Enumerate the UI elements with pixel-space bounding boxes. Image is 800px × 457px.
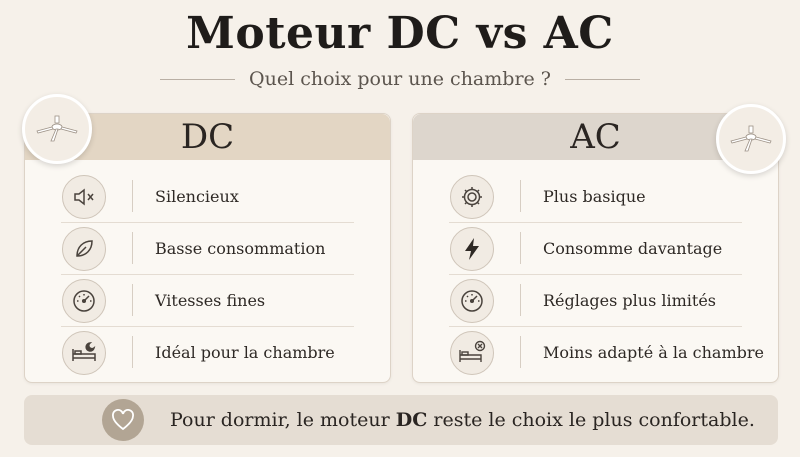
- row-separator: [132, 232, 133, 264]
- bed-x-icon: [450, 331, 494, 375]
- row-separator: [132, 336, 133, 368]
- dc-card: [24, 113, 391, 383]
- row-separator: [520, 284, 521, 316]
- row-separator: [132, 180, 133, 212]
- ac-feature-label: Réglages plus limités: [543, 290, 717, 310]
- subtitle-rule-left: [160, 79, 235, 80]
- speaker-mute-icon: [62, 175, 106, 219]
- ceiling-fan-icon: [716, 104, 786, 174]
- list-item: [413, 326, 778, 378]
- conclusion-text-before: Pour dormir, le moteur: [170, 409, 396, 431]
- list-item: [413, 222, 778, 274]
- speedometer-icon: [62, 279, 106, 323]
- lightning-icon: [450, 227, 494, 271]
- gear-icon: [450, 175, 494, 219]
- row-separator: [520, 232, 521, 264]
- subtitle-rule-right: [565, 79, 640, 80]
- heart-icon: [102, 399, 144, 441]
- list-item: [25, 222, 390, 274]
- list-item: [25, 170, 390, 222]
- dc-feature-label: Silencieux: [155, 186, 239, 206]
- list-item: [25, 326, 390, 378]
- dc-card-title: DC: [180, 117, 235, 157]
- ac-feature-list: [413, 170, 778, 378]
- list-item: [413, 274, 778, 326]
- row-separator: [132, 284, 133, 316]
- ac-feature-label: Consomme davantage: [543, 238, 723, 258]
- ceiling-fan-icon: [22, 94, 92, 164]
- dc-feature-label: Basse consommation: [155, 238, 326, 258]
- speedometer-icon: [450, 279, 494, 323]
- bed-moon-icon: [62, 331, 106, 375]
- conclusion-text: [170, 395, 755, 445]
- dc-feature-list: [25, 170, 390, 378]
- row-separator: [520, 336, 521, 368]
- leaf-icon: [62, 227, 106, 271]
- page-title: Moteur DC vs AC: [186, 8, 614, 59]
- ac-feature-label: Moins adapté à la chambre: [543, 342, 764, 362]
- conclusion-banner: [24, 395, 778, 445]
- ac-card: [412, 113, 779, 383]
- page-subtitle: Quel choix pour une chambre ?: [249, 68, 551, 90]
- subtitle-row: [160, 66, 640, 92]
- list-item: [25, 274, 390, 326]
- dc-feature-label: Idéal pour la chambre: [155, 342, 335, 362]
- conclusion-text-bold: DC: [395, 409, 428, 431]
- ac-card-title: AC: [570, 117, 621, 157]
- conclusion-text-after: reste le choix le plus confortable.: [427, 409, 755, 431]
- row-separator: [520, 180, 521, 212]
- list-item: [413, 170, 778, 222]
- dc-feature-label: Vitesses fines: [155, 290, 266, 310]
- ac-feature-label: Plus basique: [543, 186, 646, 206]
